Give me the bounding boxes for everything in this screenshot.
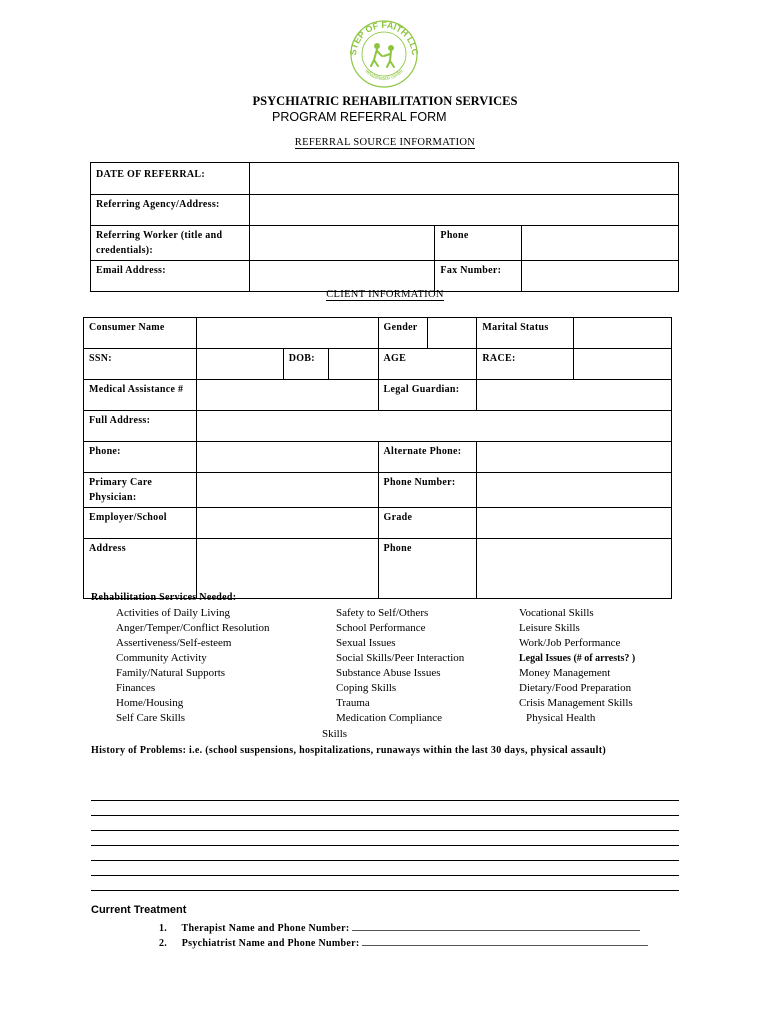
treatment-item-number: 2. bbox=[159, 938, 168, 949]
fax-label: Fax Number: bbox=[435, 261, 522, 292]
referring-worker-field[interactable] bbox=[249, 226, 435, 261]
email-label: Email Address: bbox=[91, 261, 250, 292]
race-field[interactable] bbox=[574, 349, 672, 380]
age-label: AGE bbox=[378, 349, 477, 380]
history-line[interactable] bbox=[91, 875, 679, 876]
service-item[interactable]: Finances bbox=[116, 682, 156, 694]
phone-label: Phone: bbox=[84, 442, 197, 473]
consumer-name-label: Consumer Name bbox=[84, 318, 197, 349]
ssn-field[interactable] bbox=[196, 349, 283, 380]
primary-care-label: Primary Care Physician: bbox=[84, 473, 197, 508]
services-column-1 bbox=[116, 606, 270, 726]
company-logo bbox=[346, 18, 422, 88]
employer-school-field[interactable] bbox=[196, 508, 378, 539]
dob-field[interactable] bbox=[328, 349, 378, 380]
phone-field[interactable] bbox=[196, 442, 378, 473]
svg-text:STEP OF FAITH LLC: STEP OF FAITH LLC bbox=[347, 19, 421, 56]
ssn-label: SSN: bbox=[84, 349, 197, 380]
history-line[interactable] bbox=[91, 800, 679, 801]
race-label: RACE: bbox=[477, 349, 574, 380]
service-item[interactable]: Community Activity bbox=[116, 652, 207, 664]
services-trailing-word: Skills bbox=[322, 728, 348, 740]
svg-text:rehabilitation center: rehabilitation center bbox=[363, 68, 405, 83]
history-line[interactable] bbox=[91, 815, 679, 816]
employer-address-label: Address bbox=[84, 539, 197, 599]
therapist-field[interactable] bbox=[352, 920, 640, 931]
therapist-label: Therapist Name and Phone Number: bbox=[181, 923, 350, 934]
service-item[interactable]: Activities of Daily Living bbox=[116, 607, 230, 619]
employer-school-label: Employer/School bbox=[84, 508, 197, 539]
history-line[interactable] bbox=[91, 890, 679, 891]
service-item[interactable]: Social Skills/Peer Interaction bbox=[336, 652, 465, 664]
date-of-referral-field[interactable] bbox=[249, 163, 678, 195]
service-item[interactable]: Family/Natural Supports bbox=[116, 667, 226, 679]
service-item[interactable]: School Performance bbox=[336, 622, 426, 634]
form-subtitle: PROGRAM REFERRAL FORM bbox=[272, 110, 447, 124]
legal-guardian-label: Legal Guardian: bbox=[378, 380, 477, 411]
legal-guardian-field[interactable] bbox=[477, 380, 672, 411]
marital-status-label: Marital Status bbox=[477, 318, 574, 349]
history-line[interactable] bbox=[91, 860, 679, 861]
dob-label: DOB: bbox=[283, 349, 328, 380]
service-item[interactable]: Legal Issues (# of arrests? ) bbox=[519, 653, 636, 664]
referral-phone-field[interactable] bbox=[522, 226, 679, 261]
referring-worker-label: Referring Worker (title and credentials): bbox=[91, 226, 250, 261]
treatment-item-number: 1. bbox=[159, 923, 168, 934]
pcp-phone-number-field[interactable] bbox=[477, 473, 672, 508]
psychiatrist-field[interactable] bbox=[362, 935, 648, 946]
service-item[interactable]: Crisis Management Skills bbox=[519, 697, 633, 709]
service-item[interactable]: Physical Health bbox=[526, 712, 596, 724]
full-address-label: Full Address: bbox=[84, 411, 197, 442]
service-item[interactable]: Trauma bbox=[336, 697, 370, 709]
employer-phone-field[interactable] bbox=[477, 539, 672, 599]
consumer-name-field[interactable] bbox=[196, 318, 378, 349]
referring-agency-label: Referring Agency/Address: bbox=[91, 195, 250, 226]
services-column-3 bbox=[519, 606, 635, 726]
medical-assistance-label: Medical Assistance # bbox=[84, 380, 197, 411]
service-item[interactable]: Money Management bbox=[519, 667, 611, 679]
form-title: PSYCHIATRIC REHABILITATION SERVICES bbox=[252, 94, 518, 108]
services-column-2 bbox=[336, 606, 464, 726]
service-item[interactable]: Anger/Temper/Conflict Resolution bbox=[116, 622, 270, 634]
service-item[interactable]: Medication Compliance bbox=[336, 712, 442, 724]
referral-phone-label: Phone bbox=[435, 226, 522, 261]
service-item[interactable]: Safety to Self/Others bbox=[336, 607, 429, 619]
service-item[interactable]: Dietary/Food Preparation bbox=[519, 682, 632, 694]
employer-address-field[interactable] bbox=[196, 539, 378, 599]
service-item[interactable]: Work/Job Performance bbox=[519, 637, 621, 649]
history-line[interactable] bbox=[91, 845, 679, 846]
pcp-phone-number-label: Phone Number: bbox=[378, 473, 477, 508]
fax-field[interactable] bbox=[522, 261, 679, 292]
client-info-table bbox=[83, 317, 672, 599]
services-heading: Rehabilitation Services Needed: bbox=[91, 592, 237, 603]
history-line[interactable] bbox=[91, 830, 679, 831]
referring-agency-field[interactable] bbox=[249, 195, 678, 226]
section-heading-referral: REFERRAL SOURCE INFORMATION bbox=[294, 137, 476, 148]
full-address-field[interactable] bbox=[196, 411, 671, 442]
primary-care-field[interactable] bbox=[196, 473, 378, 508]
marital-status-field[interactable] bbox=[574, 318, 672, 349]
medical-assistance-field[interactable] bbox=[196, 380, 378, 411]
employer-phone-label: Phone bbox=[378, 539, 477, 599]
grade-label: Grade bbox=[378, 508, 477, 539]
service-item[interactable]: Leisure Skills bbox=[519, 622, 580, 634]
service-item[interactable]: Substance Abuse Issues bbox=[336, 667, 441, 679]
date-of-referral-label: DATE OF REFERRAL: bbox=[91, 163, 250, 195]
email-field[interactable] bbox=[249, 261, 435, 292]
service-item[interactable]: Self Care Skills bbox=[116, 712, 186, 724]
service-item[interactable]: Home/Housing bbox=[116, 697, 184, 709]
history-of-problems-label: History of Problems: i.e. (school suspensions, hospitalizations, runaways within the last 30 days, physical assault) bbox=[91, 745, 606, 756]
referral-source-table bbox=[90, 162, 679, 292]
grade-field[interactable] bbox=[477, 508, 672, 539]
psychiatrist-label: Psychiatrist Name and Phone Number: bbox=[181, 938, 360, 949]
alternate-phone-label: Alternate Phone: bbox=[378, 442, 477, 473]
service-item[interactable]: Assertiveness/Self-esteem bbox=[116, 637, 232, 649]
treatment-item-2 bbox=[159, 935, 648, 949]
service-item[interactable]: Coping Skills bbox=[336, 682, 397, 694]
service-item[interactable]: Vocational Skills bbox=[519, 607, 594, 619]
section-heading-client: CLIENT INFORMATION bbox=[326, 289, 444, 300]
gender-label: Gender bbox=[378, 318, 477, 349]
treatment-item-1 bbox=[159, 920, 640, 934]
alternate-phone-field[interactable] bbox=[477, 442, 672, 473]
service-item[interactable]: Sexual Issues bbox=[336, 637, 396, 649]
current-treatment-heading: Current Treatment bbox=[91, 904, 187, 916]
